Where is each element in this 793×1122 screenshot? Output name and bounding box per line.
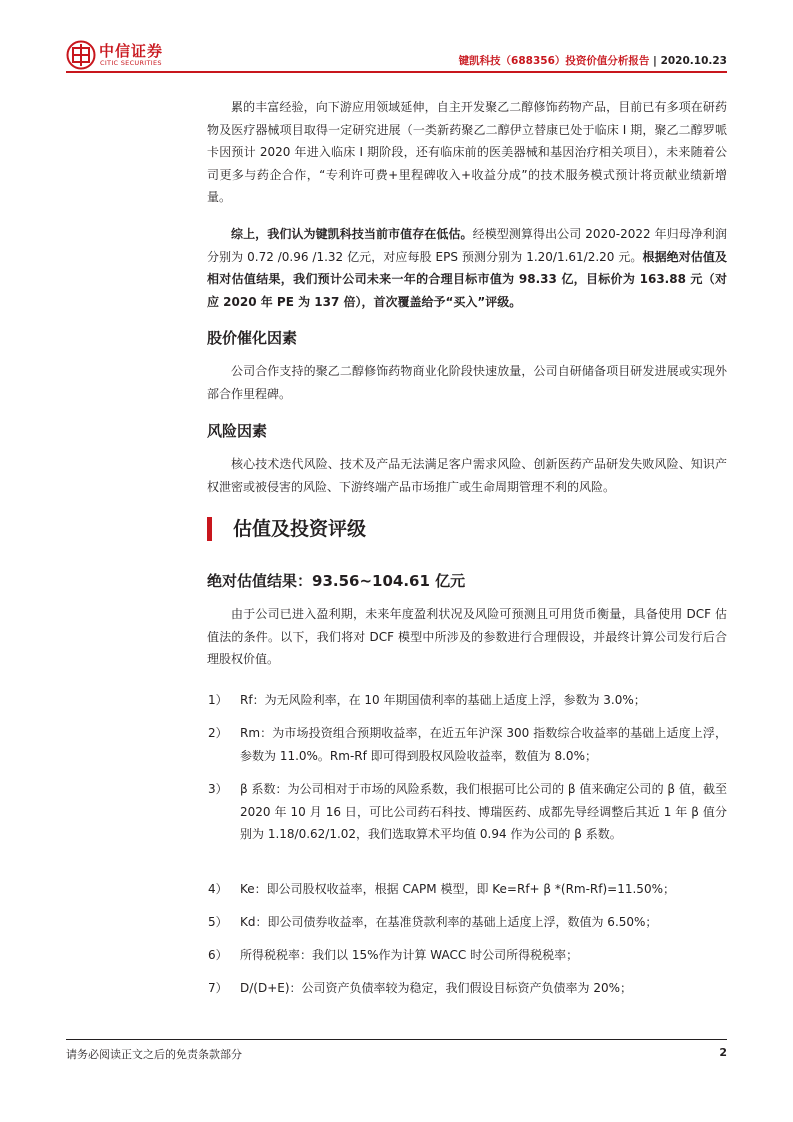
report-header [459, 53, 727, 68]
conclusion-target: 根据绝对估值及相对估值结果，我们预计公司未来一年的合理目标市值为 98.33 亿，目标价为 163.88 元（对应 2020 年 PE 为 137 倍），首次覆盖给予“买入”评级。 [207, 249, 727, 309]
list-number: 5） [208, 915, 228, 929]
catalyst-heading: 股价催化因素 [207, 329, 298, 347]
header-divider [66, 71, 727, 73]
page-number: 2 [719, 1046, 727, 1059]
footer-divider [66, 1039, 727, 1040]
list-number: 1） [208, 693, 228, 707]
list-text: D/(D+E)：公司资产负债率较为稳定，我们假设目标资产负债率为 20%； [240, 981, 633, 995]
section-bar [207, 517, 212, 541]
list-number: 7） [208, 981, 228, 995]
list-number: 4） [208, 882, 228, 896]
list-number: 2） [208, 726, 228, 740]
conclusion-forecast: 经模型测算得出公司 2020-2022 年归母净利润分别为 0.72 /0.96 /1.32 亿元，对应每股 EPS 预测分别为 1.20/1.61/2.20 元。 [207, 227, 727, 264]
conclusion-bold-lead: 综上，我们认为键凯科技当前市值存在低估。 [231, 227, 473, 241]
paragraph-conclusion [207, 223, 727, 313]
list-item [208, 911, 727, 934]
list-item [208, 878, 727, 901]
report-date: 2020.10.23 [660, 55, 727, 67]
citic-emblem-icon [66, 40, 96, 70]
list-number: 6） [208, 948, 228, 962]
header-separator: | [649, 55, 661, 67]
absolute-valuation-heading: 绝对估值结果：93.56~104.61 亿元 [207, 572, 466, 590]
risk-text: 核心技术迭代风险、技术及产品无法满足客户需求风险、创新医药产品研发失败风险、知识产权泄密或被侵害的风险、下游终端产品市场推广或生命周期管理不利的风险。 [207, 457, 727, 494]
citic-logo [66, 38, 176, 72]
list-number: 3） [208, 782, 228, 796]
list-text: Rm：为市场投资组合预期收益率，在近五年沪深 300 指数综合收益率的基础上适度上浮，参数为 11.0%。Rm-Rf 即可得到股权风险收益率，数值为 8.0%； [240, 726, 727, 763]
section-title: 估值及投资评级 [233, 518, 367, 540]
list-item [208, 944, 727, 967]
report-title: 键凯科技（688356）投资价值分析报告 [458, 55, 650, 67]
footer-disclaimer: 请务必阅读正文之后的免责条款部分 [66, 1048, 242, 1061]
list-text: Kd：即公司债券收益率，在基准贷款利率的基础上适度上浮，数值为 6.50%； [240, 915, 658, 929]
list-text: 所得税税率：我们以 15%作为计算 WACC 时公司所得税税率； [240, 948, 579, 962]
list-item [208, 977, 727, 1000]
list-item [208, 689, 727, 712]
list-text: Ke：即公司股权收益率，根据 CAPM 模型，即 Ke=Rf+ β *(Rm-Rf)=11.50%； [240, 882, 675, 896]
paragraph-pipeline: 累的丰富经验，向下游应用领域延伸，自主开发聚乙二醇修饰药物产品，目前已有多项在研药物及医疗器械项目取得一定研究进展（一类新药聚乙二醇伊立替康已处于临床 I 期，聚乙二醇罗哌卡因预计 2020 年进入临床 I 期阶段，还有临床前的医美器械和基因治疗相关项目），未来随着公司更多与药企合作，“专利许可费+里程碑收入+收益分成”的技术服务模式预计将贡献业绩新增量。 [207, 100, 727, 204]
list-text: β 系数：为公司相对于市场的风险系数，我们根据可比公司的 β 值来确定公司的 β 值，截至 2020 年 10 月 16 日，可比公司药石科技、博瑞医药、成都先导经调整后其近 1 年 β 值分别为 1.18/0.62/1.02，我们选取算术平均值 0.94 作为公司的 β 系数。 [240, 782, 727, 841]
risk-heading: 风险因素 [207, 422, 268, 440]
list-item [208, 722, 727, 767]
dcf-intro: 由于公司已进入盈利期，未来年度盈利状况及风险可预测且可用货币衡量，具备使用 DCF 估值法的条件。以下，我们将对 DCF 模型中所涉及的参数进行合理假设，并最终计算公司发行后合理股权价值。 [207, 607, 727, 666]
list-text: Rf：为无风险利率，在 10 年期国债利率的基础上适度上浮，参数为 3.0%； [240, 693, 646, 707]
catalyst-text: 公司合作支持的聚乙二醇修饰药物商业化阶段快速放量，公司自研储备项目研发进展或实现外部合作里程碑。 [207, 364, 727, 401]
list-item [208, 778, 727, 846]
logo-text-cn: 中信证券 [99, 42, 164, 60]
logo-text-en: CITIC SECURITIES [100, 59, 162, 67]
